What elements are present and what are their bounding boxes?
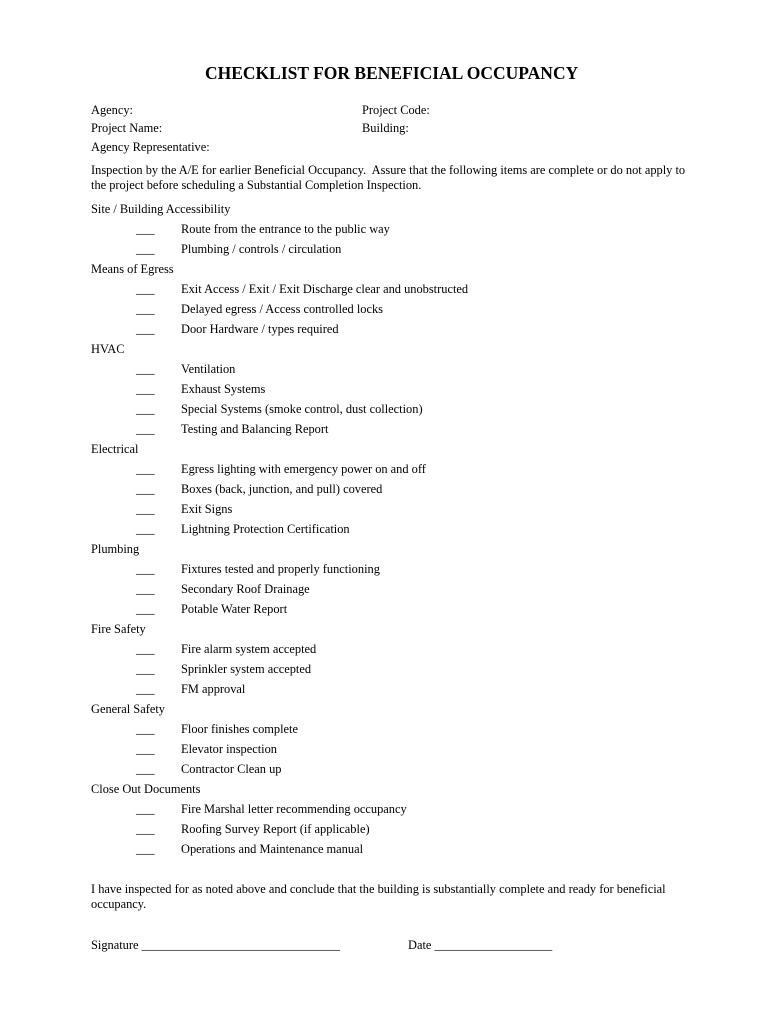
checklist [0, 199, 770, 859]
checklist-item [0, 319, 770, 339]
check-blank[interactable]: ___ [136, 842, 155, 856]
item-label: Route from the entrance to the public way [181, 222, 390, 236]
document-title: CHECKLIST FOR BENEFICIAL OCCUPANCY [205, 63, 579, 83]
item-label: Delayed egress / Access controlled locks [181, 302, 383, 316]
checklist-item [0, 739, 770, 759]
check-blank[interactable]: ___ [136, 242, 155, 256]
check-blank[interactable]: ___ [136, 362, 155, 376]
checklist-item [0, 419, 770, 439]
item-label: Floor finishes complete [181, 722, 299, 736]
certification-line: occupancy. [91, 897, 147, 911]
certification-line: I have inspected for as noted above and conclude that the building is substantially complete and ready for beneficial [91, 882, 666, 896]
checklist-item [0, 459, 770, 479]
project-name-label: Project Name: [91, 121, 163, 135]
check-blank[interactable]: ___ [136, 482, 155, 496]
check-blank[interactable]: ___ [136, 582, 155, 596]
checklist-item [0, 799, 770, 819]
project-code-label: Project Code: [362, 103, 430, 117]
item-label: Exhaust Systems [181, 382, 266, 396]
intro-line: Inspection by the A/E for earlier Beneficial Occupancy. Assure that the following items are complete or do not apply to [91, 163, 686, 177]
date-row [408, 937, 552, 953]
check-blank[interactable]: ___ [136, 662, 155, 676]
check-blank[interactable]: ___ [136, 762, 155, 776]
item-label: Boxes (back, junction, and pull) covered [181, 482, 383, 496]
building-label: Building: [362, 121, 409, 135]
section-heading: HVAC [91, 342, 125, 356]
item-label: Ventilation [181, 362, 236, 376]
check-blank[interactable]: ___ [136, 322, 155, 336]
checklist-item [0, 719, 770, 739]
item-label: Egress lighting with emergency power on and off [181, 462, 426, 476]
item-label: Contractor Clean up [181, 762, 282, 776]
date-field[interactable]: ___________________ [434, 938, 553, 952]
item-label: Testing and Balancing Report [181, 422, 329, 436]
section-heading: Plumbing [91, 542, 140, 556]
item-label: Exit Access / Exit / Exit Discharge clear and unobstructed [181, 282, 469, 296]
section-heading: General Safety [91, 702, 165, 716]
check-blank[interactable]: ___ [136, 282, 155, 296]
checklist-item [0, 299, 770, 319]
item-label: Fixtures tested and properly functioning [181, 562, 380, 576]
intro-line: the project before scheduling a Substantial Completion Inspection. [91, 178, 422, 192]
item-label: Fire Marshal letter recommending occupancy [181, 802, 407, 816]
checklist-item [0, 639, 770, 659]
check-blank[interactable]: ___ [136, 422, 155, 436]
checklist-item [0, 479, 770, 499]
checklist-item [0, 519, 770, 539]
certification-statement [91, 882, 666, 912]
checklist-item [0, 759, 770, 779]
item-label: Operations and Maintenance manual [181, 842, 364, 856]
item-label: Sprinkler system accepted [181, 662, 312, 676]
checklist-item [0, 839, 770, 859]
checklist-item [0, 659, 770, 679]
checklist-item [0, 599, 770, 619]
checklist-item [0, 559, 770, 579]
item-label: FM approval [181, 682, 246, 696]
item-label: Door Hardware / types required [181, 322, 339, 336]
check-blank[interactable]: ___ [136, 402, 155, 416]
check-blank[interactable]: ___ [136, 302, 155, 316]
section-heading: Close Out Documents [91, 782, 201, 796]
date-label: Date [408, 938, 432, 952]
item-label: Elevator inspection [181, 742, 277, 756]
check-blank[interactable]: ___ [136, 522, 155, 536]
item-label: Fire alarm system accepted [181, 642, 317, 656]
check-blank[interactable]: ___ [136, 502, 155, 516]
item-label: Special Systems (smoke control, dust collection) [181, 402, 423, 416]
check-blank[interactable]: ___ [136, 742, 155, 756]
check-blank[interactable]: ___ [136, 802, 155, 816]
agency-representative-label: Agency Representative: [91, 140, 210, 154]
section-heading: Site / Building Accessibility [91, 202, 231, 216]
check-blank[interactable]: ___ [136, 222, 155, 236]
item-label: Secondary Roof Drainage [181, 582, 310, 596]
check-blank[interactable]: ___ [136, 822, 155, 836]
check-blank[interactable]: ___ [136, 642, 155, 656]
item-label: Plumbing / controls / circulation [181, 242, 342, 256]
checklist-item [0, 379, 770, 399]
signature-label: Signature [91, 938, 139, 952]
checklist-item [0, 239, 770, 259]
item-label: Exit Signs [181, 502, 233, 516]
item-label: Lightning Protection Certification [181, 522, 350, 536]
check-blank[interactable]: ___ [136, 602, 155, 616]
check-blank[interactable]: ___ [136, 382, 155, 396]
check-blank[interactable]: ___ [136, 722, 155, 736]
check-blank[interactable]: ___ [136, 462, 155, 476]
checklist-item [0, 399, 770, 419]
checklist-item [0, 679, 770, 699]
check-blank[interactable]: ___ [136, 562, 155, 576]
checklist-item [0, 359, 770, 379]
checklist-item [0, 499, 770, 519]
section-heading: Means of Egress [91, 262, 174, 276]
check-blank[interactable]: ___ [136, 682, 155, 696]
checklist-item [0, 219, 770, 239]
section-heading: Fire Safety [91, 622, 146, 636]
item-label: Potable Water Report [181, 602, 288, 616]
item-label: Roofing Survey Report (if applicable) [181, 822, 370, 836]
intro-paragraph [91, 163, 685, 193]
checklist-item [0, 279, 770, 299]
signature-field[interactable]: ________________________________ [141, 938, 340, 952]
agency-label: Agency: [91, 103, 133, 117]
checklist-item [0, 579, 770, 599]
signature-row [91, 937, 340, 953]
section-heading: Electrical [91, 442, 139, 456]
checklist-item [0, 819, 770, 839]
